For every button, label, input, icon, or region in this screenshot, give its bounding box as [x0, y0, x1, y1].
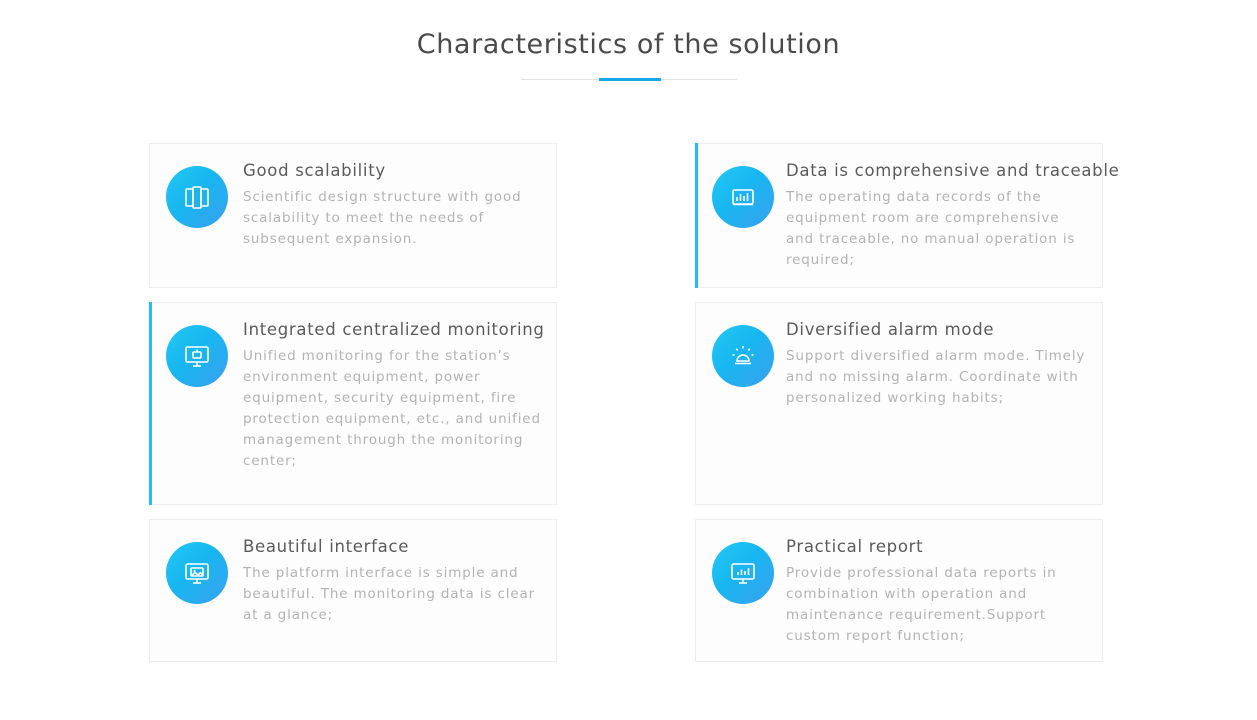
card-accent-bar — [149, 519, 152, 662]
card-description: The platform interface is simple and beautiful. The monitoring data is clear at a glance; — [243, 565, 536, 623]
card-description: Provide professional data reports in combination with operation and maintenance requirement.Support custom report function; — [786, 565, 1057, 644]
card-description: Unified monitoring for the station’s environment equipment, power equipment, security equipment, fire protection equipment, etc., and unified management through the monitoring center; — [243, 348, 541, 469]
feature-card-data-traceable[interactable] — [695, 143, 1120, 288]
card-accent-bar — [695, 143, 698, 288]
card-description: Support diversified alarm mode. Timely and no missing alarm. Coordinate with personalized working habits; — [786, 348, 1086, 406]
card-title: Good scalability — [243, 161, 386, 180]
card-text — [243, 317, 544, 472]
book-open-icon — [166, 166, 228, 228]
image-monitor-icon — [166, 542, 228, 604]
page-title-block — [0, 26, 1257, 81]
card-accent-bar — [695, 302, 698, 505]
card-text — [243, 158, 544, 250]
card-description: The operating data records of the equipment room are comprehensive and traceable, no manual operation is required; — [786, 189, 1076, 268]
card-title: Integrated centralized monitoring — [243, 320, 545, 339]
feature-card-good-scalability[interactable] — [149, 143, 557, 288]
card-text — [786, 158, 1120, 271]
report-chart-icon — [712, 542, 774, 604]
card-text — [786, 534, 1090, 647]
card-title: Diversified alarm mode — [786, 320, 995, 339]
card-title: Data is comprehensive and traceable — [786, 161, 1120, 180]
card-title: Beautiful interface — [243, 537, 410, 556]
card-text — [243, 534, 544, 626]
card-accent-bar — [149, 143, 152, 288]
page-title: Characteristics of the solution — [416, 29, 841, 60]
card-title: Practical report — [786, 537, 924, 556]
card-text — [786, 317, 1090, 409]
card-accent-bar — [695, 519, 698, 662]
bar-chart-data-icon — [712, 166, 774, 228]
feature-card-practical-report[interactable] — [695, 519, 1103, 662]
card-description: Scientific design structure with good scalability to meet the needs of subsequent expansion. — [243, 189, 522, 247]
title-underline-accent — [599, 78, 661, 81]
feature-card-beautiful-interface[interactable] — [149, 519, 557, 662]
title-underline — [521, 78, 737, 81]
feature-card-alarm-mode[interactable] — [695, 302, 1103, 505]
monitor-station-icon — [166, 325, 228, 387]
alarm-siren-icon — [712, 325, 774, 387]
card-accent-bar — [149, 302, 152, 505]
card-column-right — [695, 143, 1120, 676]
feature-card-integrated-monitoring[interactable] — [149, 302, 557, 505]
card-column-left — [149, 143, 557, 676]
